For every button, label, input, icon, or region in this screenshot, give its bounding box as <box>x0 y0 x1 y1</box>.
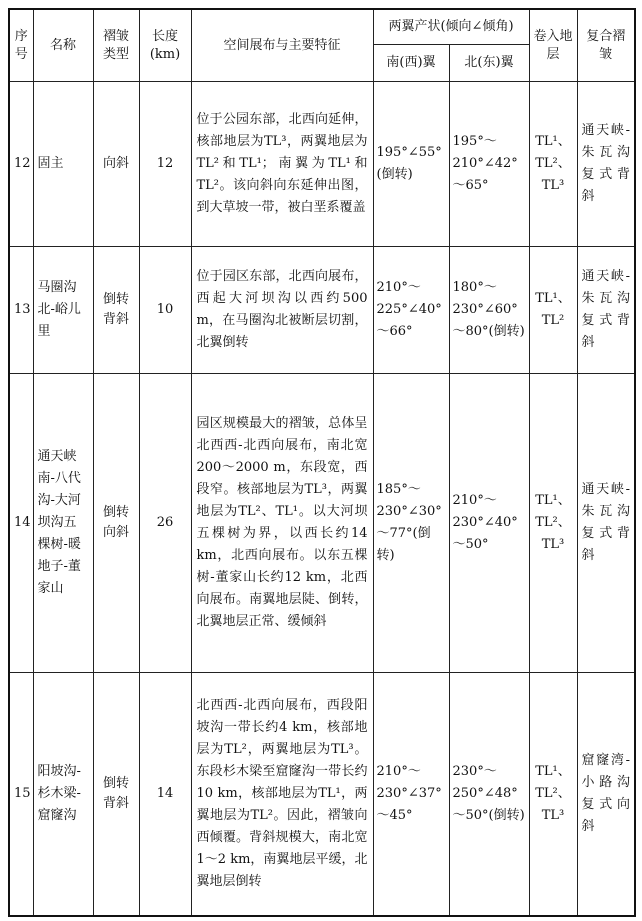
cell-feature: 位于园区东部，北西向展布，西起大河坝沟以西约500 m，在马圈沟北被断层切割，北翼倒转 <box>191 247 373 374</box>
cell-layer: TL¹、TL²、TL³ <box>529 374 577 673</box>
cell-north-wing: 195°～210°∠42°～65° <box>449 82 529 247</box>
cell-layer: TL¹、TL²、TL³ <box>529 673 577 917</box>
cell-type: 倒转向斜 <box>93 374 139 673</box>
cell-feature: 北西西-北西向展布，西段阳坡沟一带长约4 km，核部地层为TL²，两翼地层为TL³。东段杉木梁至窟窿沟一带长约10 km，核部地层为TL¹，两翼地层为TL²。因此，褶皱向西倾覆。背斜规模大，南北宽1～2 km，南翼地层平缓，北翼地层倒转 <box>191 673 373 917</box>
cell-name: 通天峡南-八代沟-大河坝沟五棵树-暖地子-董家山 <box>33 374 93 673</box>
cell-type: 向斜 <box>93 82 139 247</box>
header-feature: 空间展布与主要特征 <box>191 9 373 82</box>
fold-table <box>8 8 636 917</box>
cell-feature: 园区规模最大的褶皱，总体呈北西西-北西向展布，南北宽200～2000 m，东段宽，西段窄。核部地层为TL³，两翼地层为TL²、TL¹。以大河坝五棵树为界，以西长约14 km，北西向展布。以东五棵树-董家山长约12 km，北西向展布。南翼地层陡、倒转，北翼地层正常、缓倾斜 <box>191 374 373 673</box>
header-north-wing: 北(东)翼 <box>449 45 529 82</box>
cell-south-wing: 185°～230°∠30°～77°(倒转) <box>373 374 449 673</box>
header-south-wing: 南(西)翼 <box>373 45 449 82</box>
header-name: 名称 <box>33 9 93 82</box>
fold-table-container <box>8 8 634 917</box>
cell-composite: 窟窿湾-小路沟复式向斜 <box>577 673 635 917</box>
cell-name: 阳坡沟-杉木梁-窟窿沟 <box>33 673 93 917</box>
cell-no: 12 <box>9 82 33 247</box>
cell-north-wing: 180°～230°∠60°～80°(倒转) <box>449 247 529 374</box>
cell-type: 倒转背斜 <box>93 247 139 374</box>
cell-south-wing: 210°～225°∠40°～66° <box>373 247 449 374</box>
cell-composite: 通天峡-朱瓦沟复式背斜 <box>577 247 635 374</box>
cell-north-wing: 210°～230°∠40°～50° <box>449 374 529 673</box>
cell-north-wing: 230°～250°∠48°～50°(倒转) <box>449 673 529 917</box>
cell-layer: TL¹、TL²、TL³ <box>529 82 577 247</box>
cell-no: 15 <box>9 673 33 917</box>
table-row <box>9 247 635 374</box>
cell-type: 倒转背斜 <box>93 673 139 917</box>
cell-no: 13 <box>9 247 33 374</box>
cell-layer: TL¹、TL² <box>529 247 577 374</box>
cell-south-wing: 210°～230°∠37°～45° <box>373 673 449 917</box>
cell-composite: 通天峡-朱瓦沟复式背斜 <box>577 374 635 673</box>
table-row <box>9 374 635 673</box>
header-wings: 两翼产状(倾向∠倾角) <box>373 9 529 45</box>
header-layer: 卷入地层 <box>529 9 577 82</box>
header-type: 褶皱类型 <box>93 9 139 82</box>
cell-length: 12 <box>139 82 191 247</box>
cell-south-wing: 195°∠55°(倒转) <box>373 82 449 247</box>
header-composite: 复合褶皱 <box>577 9 635 82</box>
header-no: 序号 <box>9 9 33 82</box>
cell-length: 10 <box>139 247 191 374</box>
table-row <box>9 673 635 917</box>
cell-feature: 位于公园东部，北西向延伸，核部地层为TL³，两翼地层为TL²和TL¹；南翼为TL¹和TL²。该向斜向东延伸出图，到大草坡一带，被白垩系覆盖 <box>191 82 373 247</box>
cell-length: 14 <box>139 673 191 917</box>
cell-name: 固主 <box>33 82 93 247</box>
cell-length: 26 <box>139 374 191 673</box>
cell-no: 14 <box>9 374 33 673</box>
table-row <box>9 82 635 247</box>
cell-composite: 通天峡-朱瓦沟复式背斜 <box>577 82 635 247</box>
cell-name: 马圈沟北-峪儿里 <box>33 247 93 374</box>
header-length: 长度(km) <box>139 9 191 82</box>
